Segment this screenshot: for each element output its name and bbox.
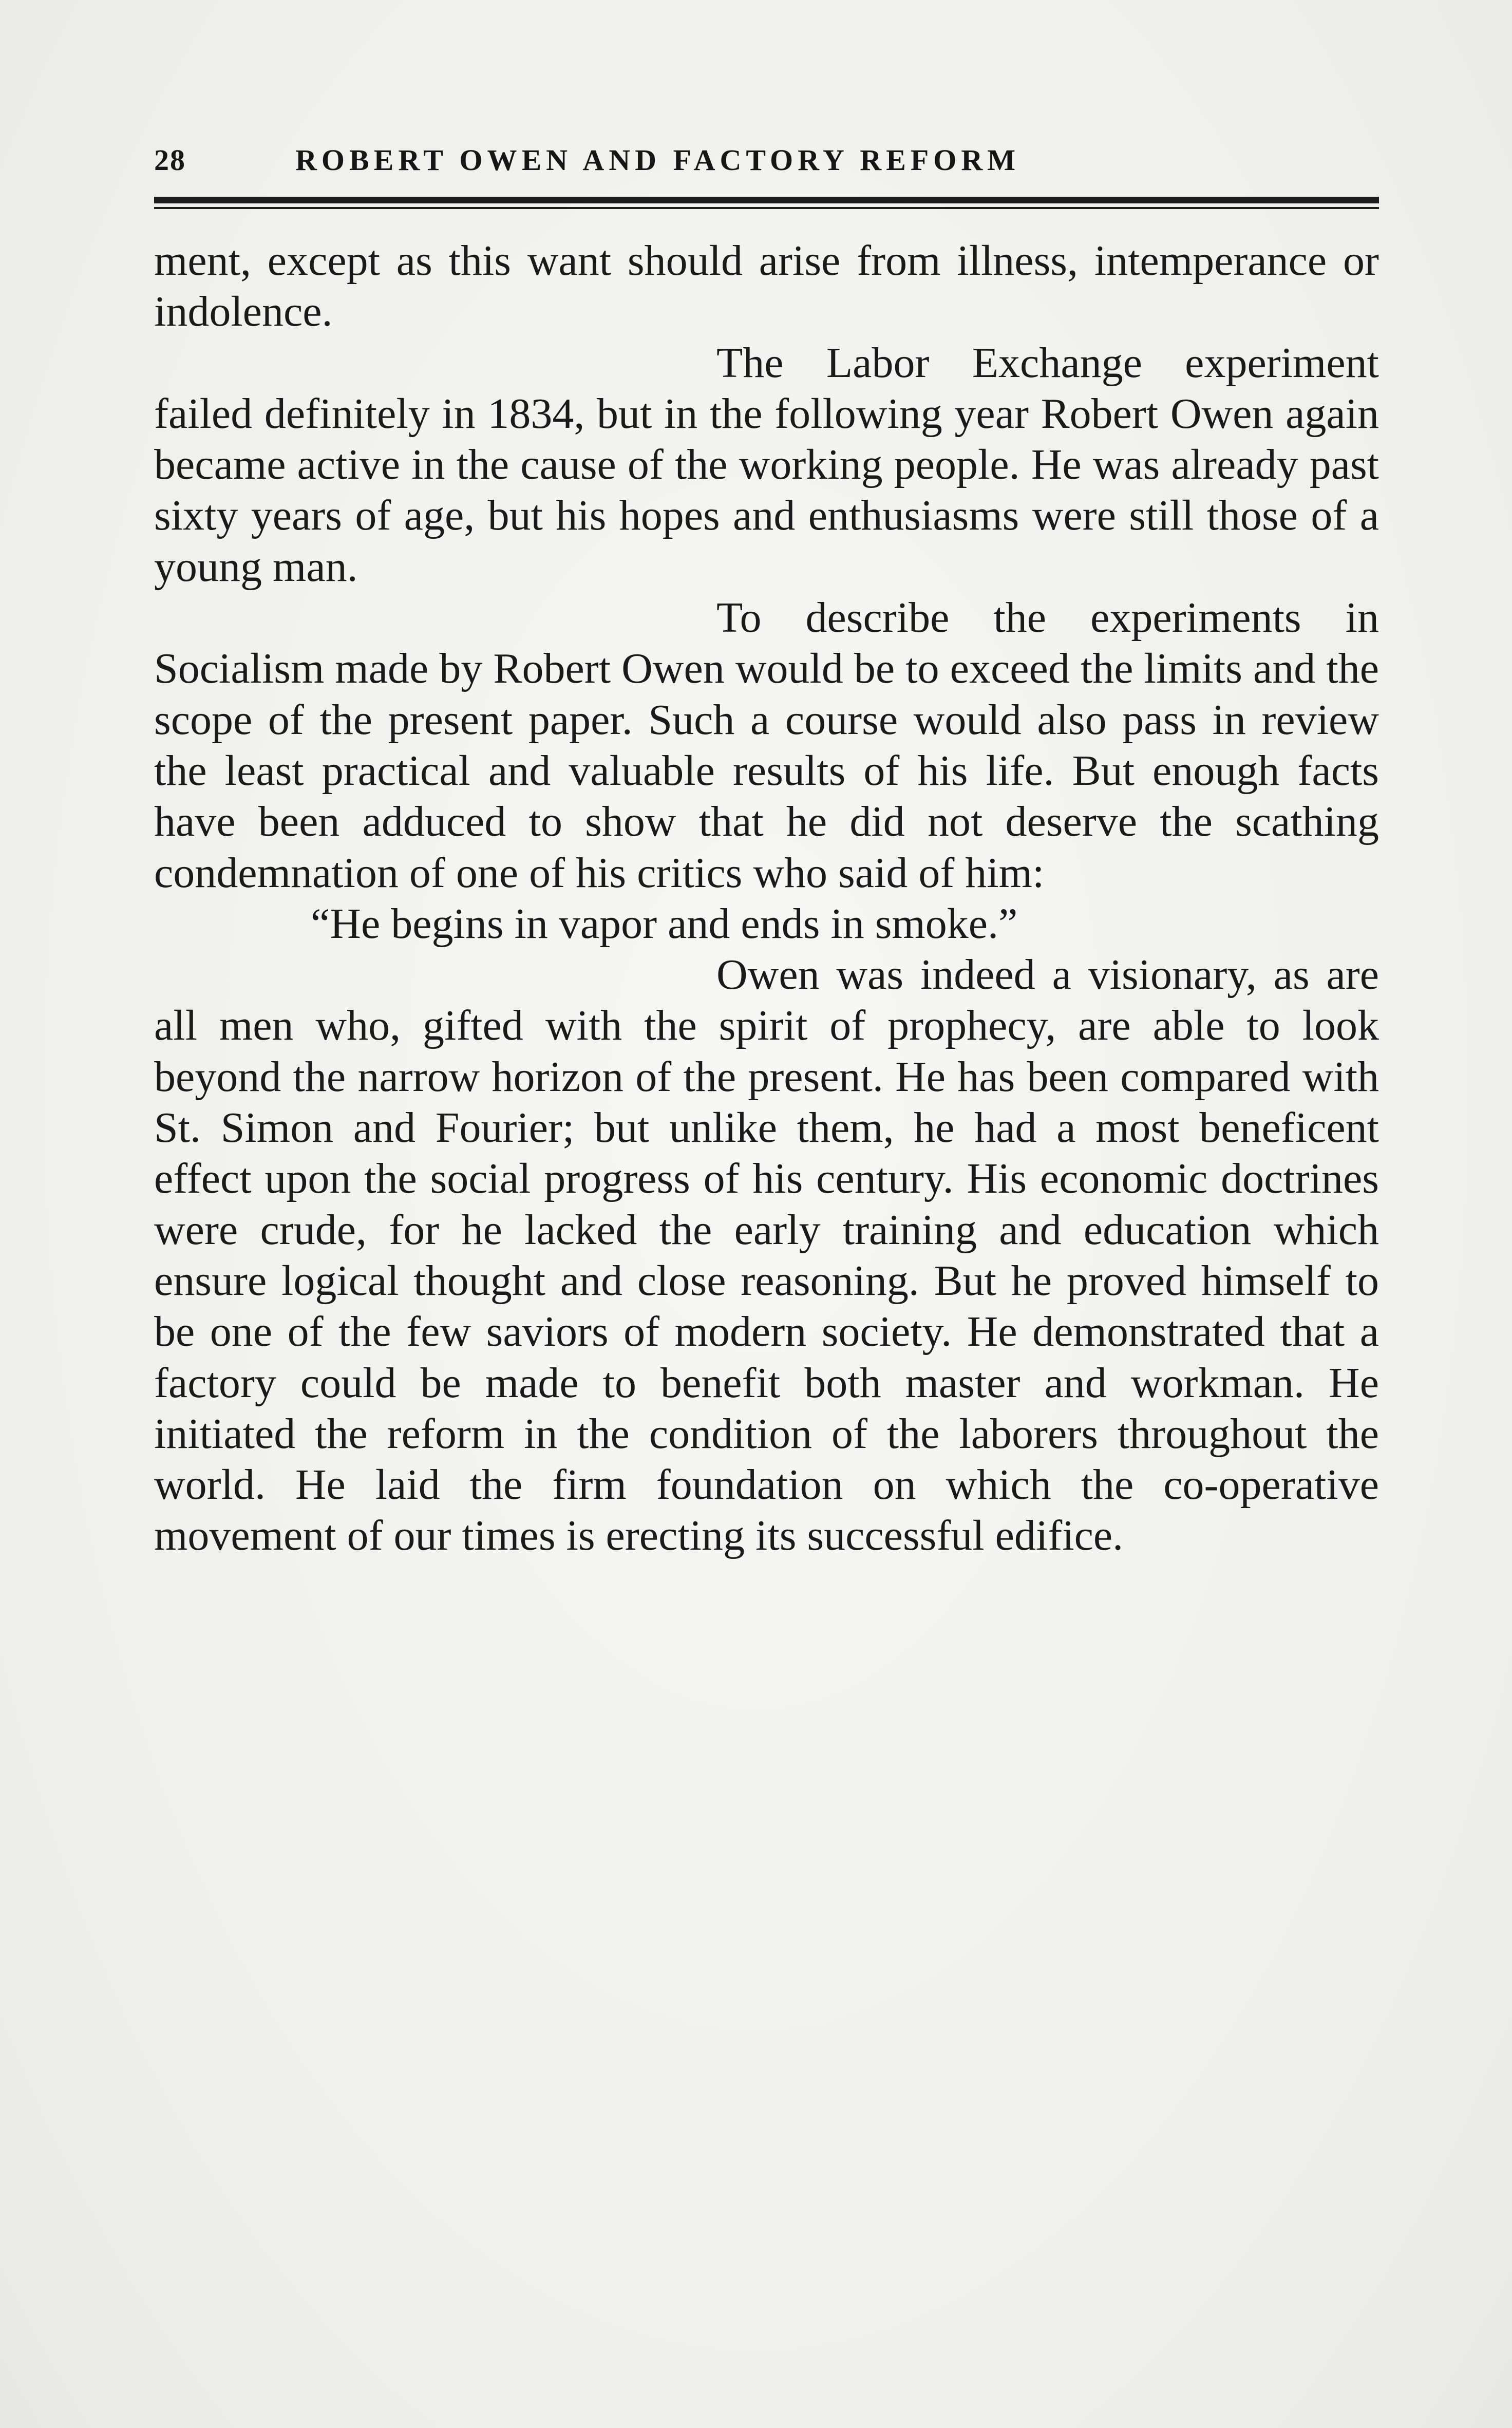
running-header (154, 143, 1379, 184)
body-text (154, 235, 1379, 1561)
paragraph-4: Owen was indeed a visionary, as are all men who, gifted with the spirit of prophecy, are able to look beyond the narrow horizon of the present. He has been compared with St. Simon and Fourier; but unlike them, he had a most beneficent effect upon the social progress of his century. His economic doctrines were crude, for he lacked the early training and education which ensure logical thought and close reasoning. But he proved himself to be one of the few saviors of modern society. He demonstrated that a factory could be made to benefit both master and workman. He initiated the reform in the condition of the laborers throughout the world. He laid the firm foundation on which the co-operative movement of our times is erecting its successful edifice. (154, 951, 1379, 1560)
block-quote: “He begins in vapor and ends in smoke.” (311, 899, 1018, 948)
running-title: ROBERT OWEN AND FACTORY REFORM (295, 143, 1020, 177)
paragraph-2: The Labor Exchange experiment failed definitely in 1834, but in the following year Robert Owen again became active in the cause of the working people. He was already past sixty years of age, but his hopes and enthusiasms were still those of a young man. (154, 338, 1379, 591)
page-number: 28 (154, 143, 186, 177)
header-rule-thick (154, 197, 1379, 203)
paragraph-3: To describe the experiments in Socialism made by Robert Owen would be to exceed the limits and the scope of the present paper. Such a course would also pass in review the least practical and valuable results of his life. But enough facts have been adduced to show that he did not deserve the scathing condemnation of one of his critics who said of him: (154, 594, 1379, 897)
header-rule-thin (154, 207, 1379, 209)
paragraph-1: ment, except as this want should arise from illness, intemperance or indolence. (154, 237, 1379, 336)
